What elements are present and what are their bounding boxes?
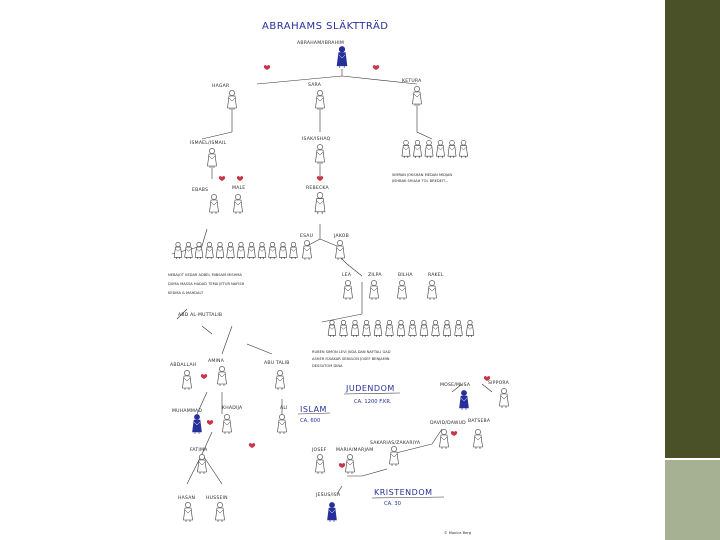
label-jakob-sons-1: RUBEN SIMON LEVI JUDA DAN NAFTALI GAD [312, 350, 391, 354]
person-figure [425, 140, 433, 158]
heart-icon [264, 65, 270, 70]
person-figure [398, 280, 407, 300]
person-figure [206, 242, 214, 259]
label-batseba: BATSEBA [468, 419, 491, 424]
person-figure [474, 429, 483, 449]
person-figure [303, 240, 312, 260]
kristendom-underline [372, 497, 444, 498]
label-muhammad: MUHAMMAD [172, 409, 203, 414]
label-abdallah: ABDALLAH [170, 363, 197, 368]
family-tree-image [162, 14, 524, 540]
label-signature: © Monica Berg [444, 531, 472, 535]
label-judendom-era: CA. 1200 F.KR. [354, 399, 392, 405]
heart-icon [451, 431, 457, 436]
person-figure [228, 90, 237, 110]
label-jakob-sons-2: ASHER ISSAKAR SEBULON JOSEF BENJAMIN [312, 357, 390, 361]
label-ismael: ISMAEL/ISMAIL [190, 141, 227, 146]
person-figure [448, 140, 456, 158]
label-judendom: JUDENDOM [346, 384, 395, 393]
label-ismael-sons-2: DUMA MASSA HADAD TEMA JETUR NAFISH [168, 282, 245, 286]
label-isak: ISAK/ISHAQ [302, 137, 331, 142]
person-figure [234, 194, 243, 214]
label-hasan: HASAN [178, 496, 196, 501]
person-figure [216, 242, 224, 259]
label-male: MALE [232, 186, 246, 191]
label-islam-era: CA. 600 [300, 418, 321, 424]
person-figure [455, 320, 463, 337]
person-figure [237, 242, 245, 259]
person-figure [397, 320, 405, 337]
label-islam: ISLAM [300, 405, 327, 414]
person-figure [279, 242, 287, 259]
label-zilpa: ZILPA [368, 273, 382, 278]
heart-icon [219, 176, 225, 181]
person-figure [436, 140, 444, 158]
family-tree-diagram [162, 14, 524, 540]
person-figure [227, 242, 235, 259]
label-david: DAVID/DAWUD [430, 421, 466, 426]
sidebar-dark-band [665, 0, 720, 460]
label-jesus: JESUS/ISA [316, 493, 341, 498]
person-figure [216, 502, 225, 522]
person-figure [390, 446, 399, 466]
person-figure [413, 86, 422, 106]
label-josef: JOSEF [312, 448, 327, 453]
label-abraham: ABRAHAM/IBRAHIM [297, 41, 344, 46]
person-figure [248, 242, 256, 259]
label-kristendom-era: CA. 30 [384, 501, 401, 507]
sidebar-light-band [665, 460, 720, 540]
person-figure [413, 140, 421, 158]
person-figure [276, 370, 285, 390]
person-figure [432, 320, 440, 337]
person-figure [336, 240, 345, 260]
person-figure [340, 320, 348, 337]
label-ismael-sons-1: NEBAJOT KEDAR ADBEL MIBSAM MISHMA [168, 273, 242, 277]
slide-sidebar [665, 0, 720, 540]
person-figure [316, 144, 325, 164]
heart-icon [339, 463, 345, 468]
person-figure [195, 242, 203, 259]
person-figure [420, 320, 428, 337]
person-figure [346, 454, 355, 474]
person-figure [269, 242, 277, 259]
heart-icon [249, 443, 255, 448]
label-jakob: JAKOB [334, 234, 349, 239]
person-figure [193, 414, 202, 434]
label-lea: LEA [342, 273, 352, 278]
label-sippora: SIPPORA [488, 381, 509, 386]
person-figure [198, 454, 207, 474]
label-maria: MARIA/MARJAM [336, 448, 374, 453]
label-amina: AMINA [208, 359, 225, 364]
label-ali: ALI [280, 406, 288, 411]
label-hagar: HAGAR [212, 84, 230, 89]
person-figure [316, 454, 325, 474]
heart-icon [207, 420, 213, 425]
person-figure [183, 370, 192, 390]
label-ismael-sons-3: KEDMA & MAHDALT [168, 291, 204, 295]
label-khadija: KHADIJA [222, 406, 243, 411]
person-figure [386, 320, 394, 337]
person-figure [174, 242, 182, 259]
person-figure [370, 280, 379, 300]
person-figure [344, 280, 353, 300]
person-figure [184, 502, 193, 522]
person-figure [315, 192, 325, 214]
judendom-underline [344, 393, 400, 394]
label-rebecka: REBECKA [306, 186, 329, 191]
person-figure [460, 390, 469, 410]
diagram-title: ABRAHAMS SLÄKTTRÄD [262, 21, 389, 32]
label-bilha: BILHA [398, 273, 413, 278]
person-figure [185, 242, 193, 259]
label-ketura-children-2: JISHBAK SHUAH TOL BREDEIT... [392, 179, 449, 183]
label-abd-al-muttalib: ABD AL-MUTTALIB [178, 313, 223, 318]
label-ketura-children-1: SIMRAN JOKSHAN MEDAN MIDJAN [392, 173, 453, 177]
person-figure [278, 414, 287, 434]
person-figure [316, 90, 325, 110]
label-husayn: HUSSEIN [206, 496, 228, 501]
label-sara: SARA [308, 83, 322, 88]
person-figure [428, 280, 437, 300]
person-figure [328, 320, 336, 337]
person-figure [466, 320, 474, 337]
label-sakarias: SAKARIAS/ZAKARIYA [370, 441, 421, 446]
person-figure [258, 242, 266, 259]
label-fatima: FATIMA [190, 448, 208, 453]
label-ebabs: EBABS [192, 188, 209, 193]
label-abu-talib: ABU TALIB [264, 361, 290, 366]
person-figure [500, 388, 509, 408]
person-figure [459, 140, 467, 158]
person-figure [363, 320, 371, 337]
person-figure [440, 429, 449, 449]
person-figure [351, 320, 359, 337]
heart-icon [373, 65, 379, 70]
person-figure [402, 140, 410, 158]
person-figure [374, 320, 382, 337]
label-ketura: KETURA [402, 79, 422, 84]
label-kristendom: KRISTENDOM [374, 488, 433, 497]
label-rakel: RAKEL [428, 273, 444, 278]
person-figure [223, 414, 232, 434]
label-esau: ESAU [300, 234, 314, 239]
heart-icon [201, 374, 207, 379]
heart-symbols [201, 65, 490, 468]
label-jakob-sons-3: DESSUTOM DINA [312, 364, 343, 368]
person-figure [409, 320, 417, 337]
person-figure [210, 194, 219, 214]
heart-icon [237, 176, 243, 181]
person-figure [328, 502, 337, 522]
person-figure [218, 366, 227, 386]
label-mose: MOSE/MUSA [440, 383, 471, 388]
person-figure [290, 242, 298, 259]
person-figure [443, 320, 451, 337]
person-figure [208, 148, 217, 168]
person-figure [337, 46, 347, 68]
